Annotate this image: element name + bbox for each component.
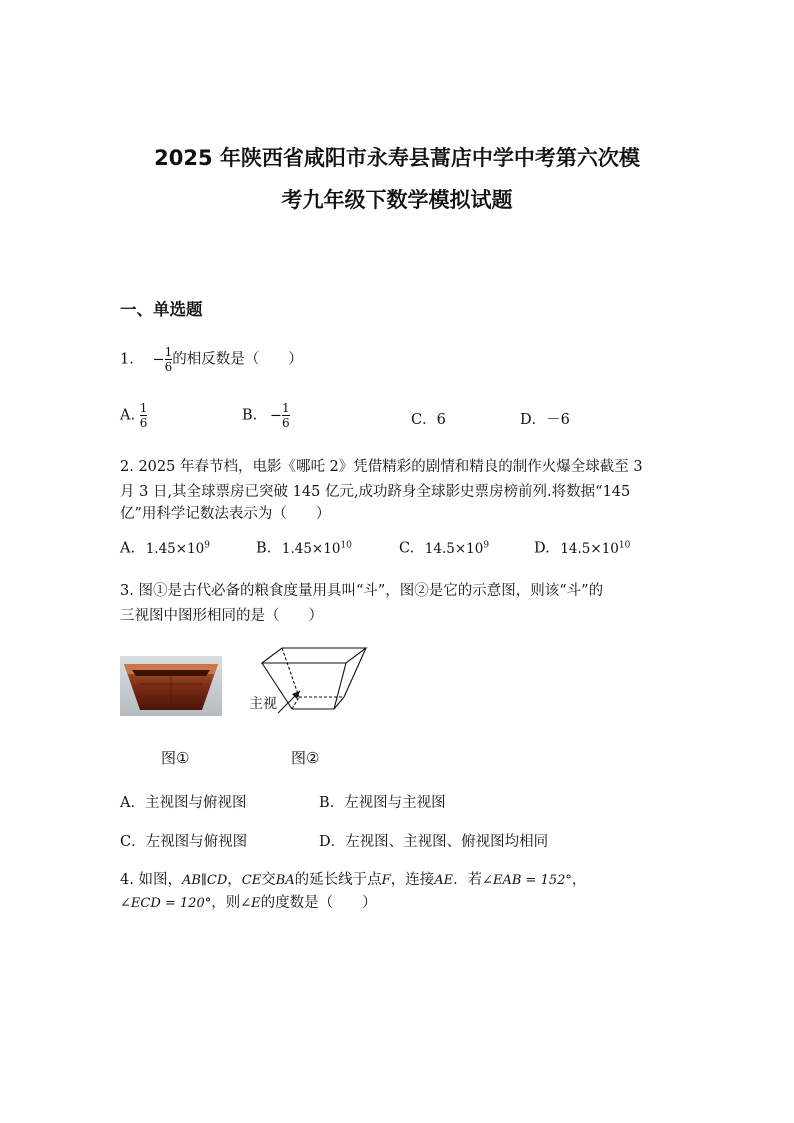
q1-option-c[interactable]: C．6 — [411, 412, 446, 428]
q1-sign: − — [152, 351, 165, 368]
q2-option-a-base: 1.45×10 — [145, 540, 205, 557]
q4-segment-ce: CE — [241, 873, 262, 888]
q2-option-b-exp: 10 — [340, 540, 352, 550]
q4-prefix: 4. 如图， — [120, 872, 182, 888]
q3-option-b[interactable]: B．左视图与主视图 — [319, 795, 446, 811]
q1-number: 1. — [120, 351, 134, 368]
q4-segment-ba: BA — [275, 873, 295, 888]
q3-line-1: 3. 图①是古代必备的粮食度量用具叫“斗”，图②是它的示意图，则该“斗”的 — [120, 583, 604, 599]
question-1 — [120, 346, 303, 373]
q1-frac-top: 1 — [164, 345, 173, 359]
q1-option-a-bottom: 6 — [139, 416, 148, 430]
figure-2-caption: 图② — [291, 749, 320, 767]
title-line-2: 考九年级下数学模拟试题 — [281, 188, 513, 212]
q2-line-3: 亿”用科学记数法表示为（ ） — [120, 506, 331, 522]
q1-option-b-bottom: 6 — [282, 416, 290, 430]
q2-option-d-exp: 10 — [618, 540, 631, 550]
q4-text-7: 的度数是（ ） — [260, 895, 377, 911]
q1-option-a-label: A. — [120, 407, 136, 424]
q1-option-b-label: B. — [242, 407, 258, 424]
q4-text-1: 交 — [261, 872, 276, 888]
q4-angle-eab: ∠EAB = 152° — [482, 873, 572, 888]
q1-option-b-top: 1 — [282, 401, 290, 415]
q2-option-c[interactable] — [399, 540, 489, 557]
q3-option-a[interactable]: A．主视图与俯视图 — [120, 795, 247, 811]
q2-option-c-label: C. — [399, 540, 415, 557]
q1-option-b[interactable] — [242, 402, 290, 429]
q4-text-3: ，连接 — [390, 872, 435, 888]
q1-option-a[interactable] — [120, 402, 147, 429]
q4-text-5: ， — [571, 872, 587, 888]
q2-option-d-label: D. — [534, 540, 550, 557]
q3-line-2: 三视图中图形相同的是（ ） — [120, 608, 323, 624]
q3-option-d[interactable]: D．左视图、主视图、俯视图均相同 — [319, 834, 549, 850]
front-view-label: 主视 — [249, 696, 277, 712]
q1-option-a-fraction — [140, 402, 148, 429]
q4-text-6: ，则 — [211, 895, 241, 911]
q4-parallel-expr: AB∥CD — [181, 873, 228, 888]
q2-option-b-label: B. — [256, 540, 272, 557]
figure-1-caption: 图① — [161, 749, 190, 767]
q2-option-d[interactable] — [534, 540, 630, 557]
q4-segment-ae: AE — [434, 873, 454, 888]
q4-angle-ecd: ∠ECD = 120° — [120, 896, 212, 911]
q4-angle-e: ∠E — [240, 896, 261, 911]
q2-option-c-exp: 9 — [483, 540, 490, 550]
q2-option-b-base: 1.45×10 — [281, 540, 341, 557]
q4-line-2 — [120, 891, 377, 912]
q1-frac-bottom: 6 — [164, 360, 173, 374]
q1-option-b-sign: − — [269, 407, 283, 424]
wooden-dou-photo — [120, 656, 222, 716]
q2-option-b[interactable] — [256, 540, 352, 557]
section-heading: 一、单选题 — [120, 300, 203, 319]
q2-option-a-exp: 9 — [204, 540, 210, 550]
q1-option-b-fraction — [282, 402, 290, 429]
q2-option-a[interactable] — [120, 540, 210, 557]
q1-option-d[interactable]: D．－6 — [520, 412, 570, 428]
q2-line-1: 2. 2025 年春节档，电影《哪吒 2》凭借精彩的剧情和精良的制作火爆全球截至 3 — [120, 459, 643, 475]
q2-option-c-base: 14.5×10 — [424, 540, 484, 557]
q1-option-a-top: 1 — [139, 401, 148, 415]
q2-option-d-base: 14.5×10 — [560, 540, 619, 557]
q2-option-a-label: A. — [120, 540, 136, 557]
title-line-1: 2025 年陕西省咸阳市永寿县蒿店中学中考第六次模 — [154, 146, 640, 170]
q3-option-c[interactable]: C．左视图与俯视图 — [120, 834, 248, 850]
q1-text: 的相反数是（ ） — [172, 351, 303, 368]
q2-line-2: 月 3 日,其全球票房已突破 145 亿元,成功跻身全球影史票房榜前列.将数据“145 — [120, 484, 631, 500]
q4-point-f: F — [381, 873, 391, 888]
q4-text-4: ．若 — [453, 872, 483, 888]
q4-text-2: 的延长线于点 — [294, 872, 382, 888]
q4-line-1: 4. 如图，AB∥CD，CE交BA的延长线于点F，连接AE．若∠EAB = 152°， — [120, 872, 587, 888]
